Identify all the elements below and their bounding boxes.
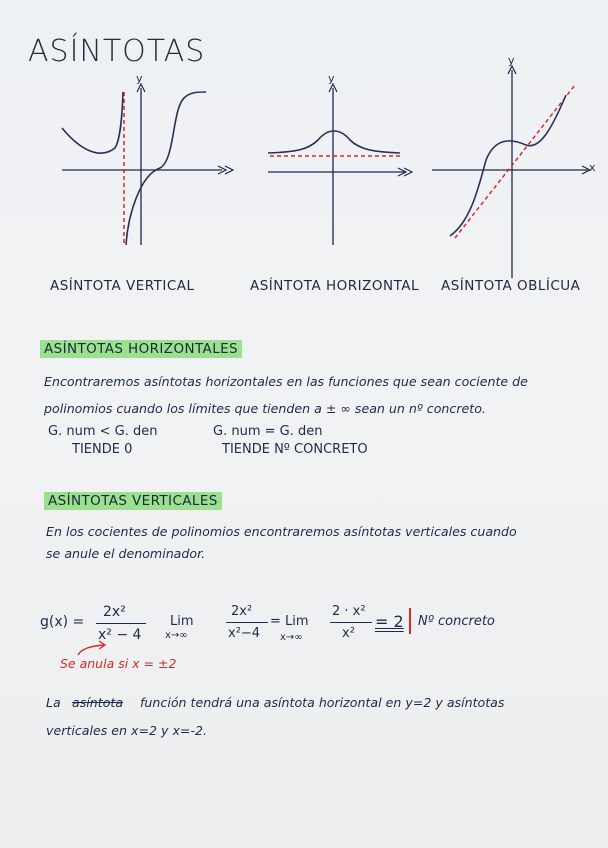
vertical-text-line1: En los cocientes de polinomios encontraremos asíntotas verticales cuando — [46, 524, 517, 539]
case1-result: TIENDE 0 — [72, 442, 133, 457]
case2-condition: G. num = G. den — [213, 424, 323, 439]
heading-horizontal: ASÍNTOTAS HORIZONTALES — [40, 340, 242, 358]
horizontal-text-line2: polinomios cuando los límites que tienden a ± ∞ sean un nº concreto. — [44, 401, 486, 416]
function-name: g(x) = — [40, 614, 85, 630]
case1-condition: G. num < G. den — [48, 424, 158, 439]
conclusion-strikethrough: asíntota — [72, 695, 124, 710]
conclusion-prefix: La — [46, 695, 61, 710]
case2-result: TIENDE Nº CONCRETO — [222, 442, 368, 457]
limit-result: = 2 — [375, 612, 404, 631]
limit-sub-2: x→∞ — [280, 632, 303, 643]
horizontal-text-line1: Encontraremos asíntotas horizontales en las funciones que sean cociente de — [44, 374, 528, 389]
caption-oblique: ASÍNTOTA OBLÍCUA — [441, 278, 581, 294]
fraction3-numerator: 2 · x² — [332, 604, 366, 619]
denominator-note: Se anula si x = ±2 — [60, 656, 177, 671]
heading-vertical: ASÍNTOTAS VERTICALES — [44, 492, 222, 510]
equals-lim: = Lim — [270, 614, 309, 629]
y-axis-label: y — [136, 72, 143, 85]
page-title: ASÍNTOTAS — [28, 34, 206, 69]
y-axis-label: y — [328, 72, 335, 85]
limit-sub: x→∞ — [165, 630, 188, 641]
vertical-text-line2: se anule el denominador. — [46, 546, 206, 561]
fraction3-denominator: x² — [342, 626, 355, 641]
result-note: Nº concreto — [418, 614, 495, 629]
conclusion-line2: verticales en x=2 y x=-2. — [46, 723, 208, 738]
fraction2-denominator: x²−4 — [228, 626, 261, 641]
caption-vertical: ASÍNTOTA VERTICAL — [50, 278, 195, 294]
conclusion-line1: función tendrá una asíntota horizontal en y=2 y asíntotas — [140, 695, 505, 710]
fraction1-numerator: 2x² — [103, 604, 126, 620]
fraction2-numerator: 2x² — [231, 604, 253, 619]
caption-horizontal: ASÍNTOTA HORIZONTAL — [250, 278, 420, 294]
y-axis-label: y — [508, 54, 515, 67]
limit-word: Lim — [170, 614, 194, 629]
fraction1-denominator: x² − 4 — [98, 627, 142, 643]
x-axis-label: x — [589, 161, 596, 174]
